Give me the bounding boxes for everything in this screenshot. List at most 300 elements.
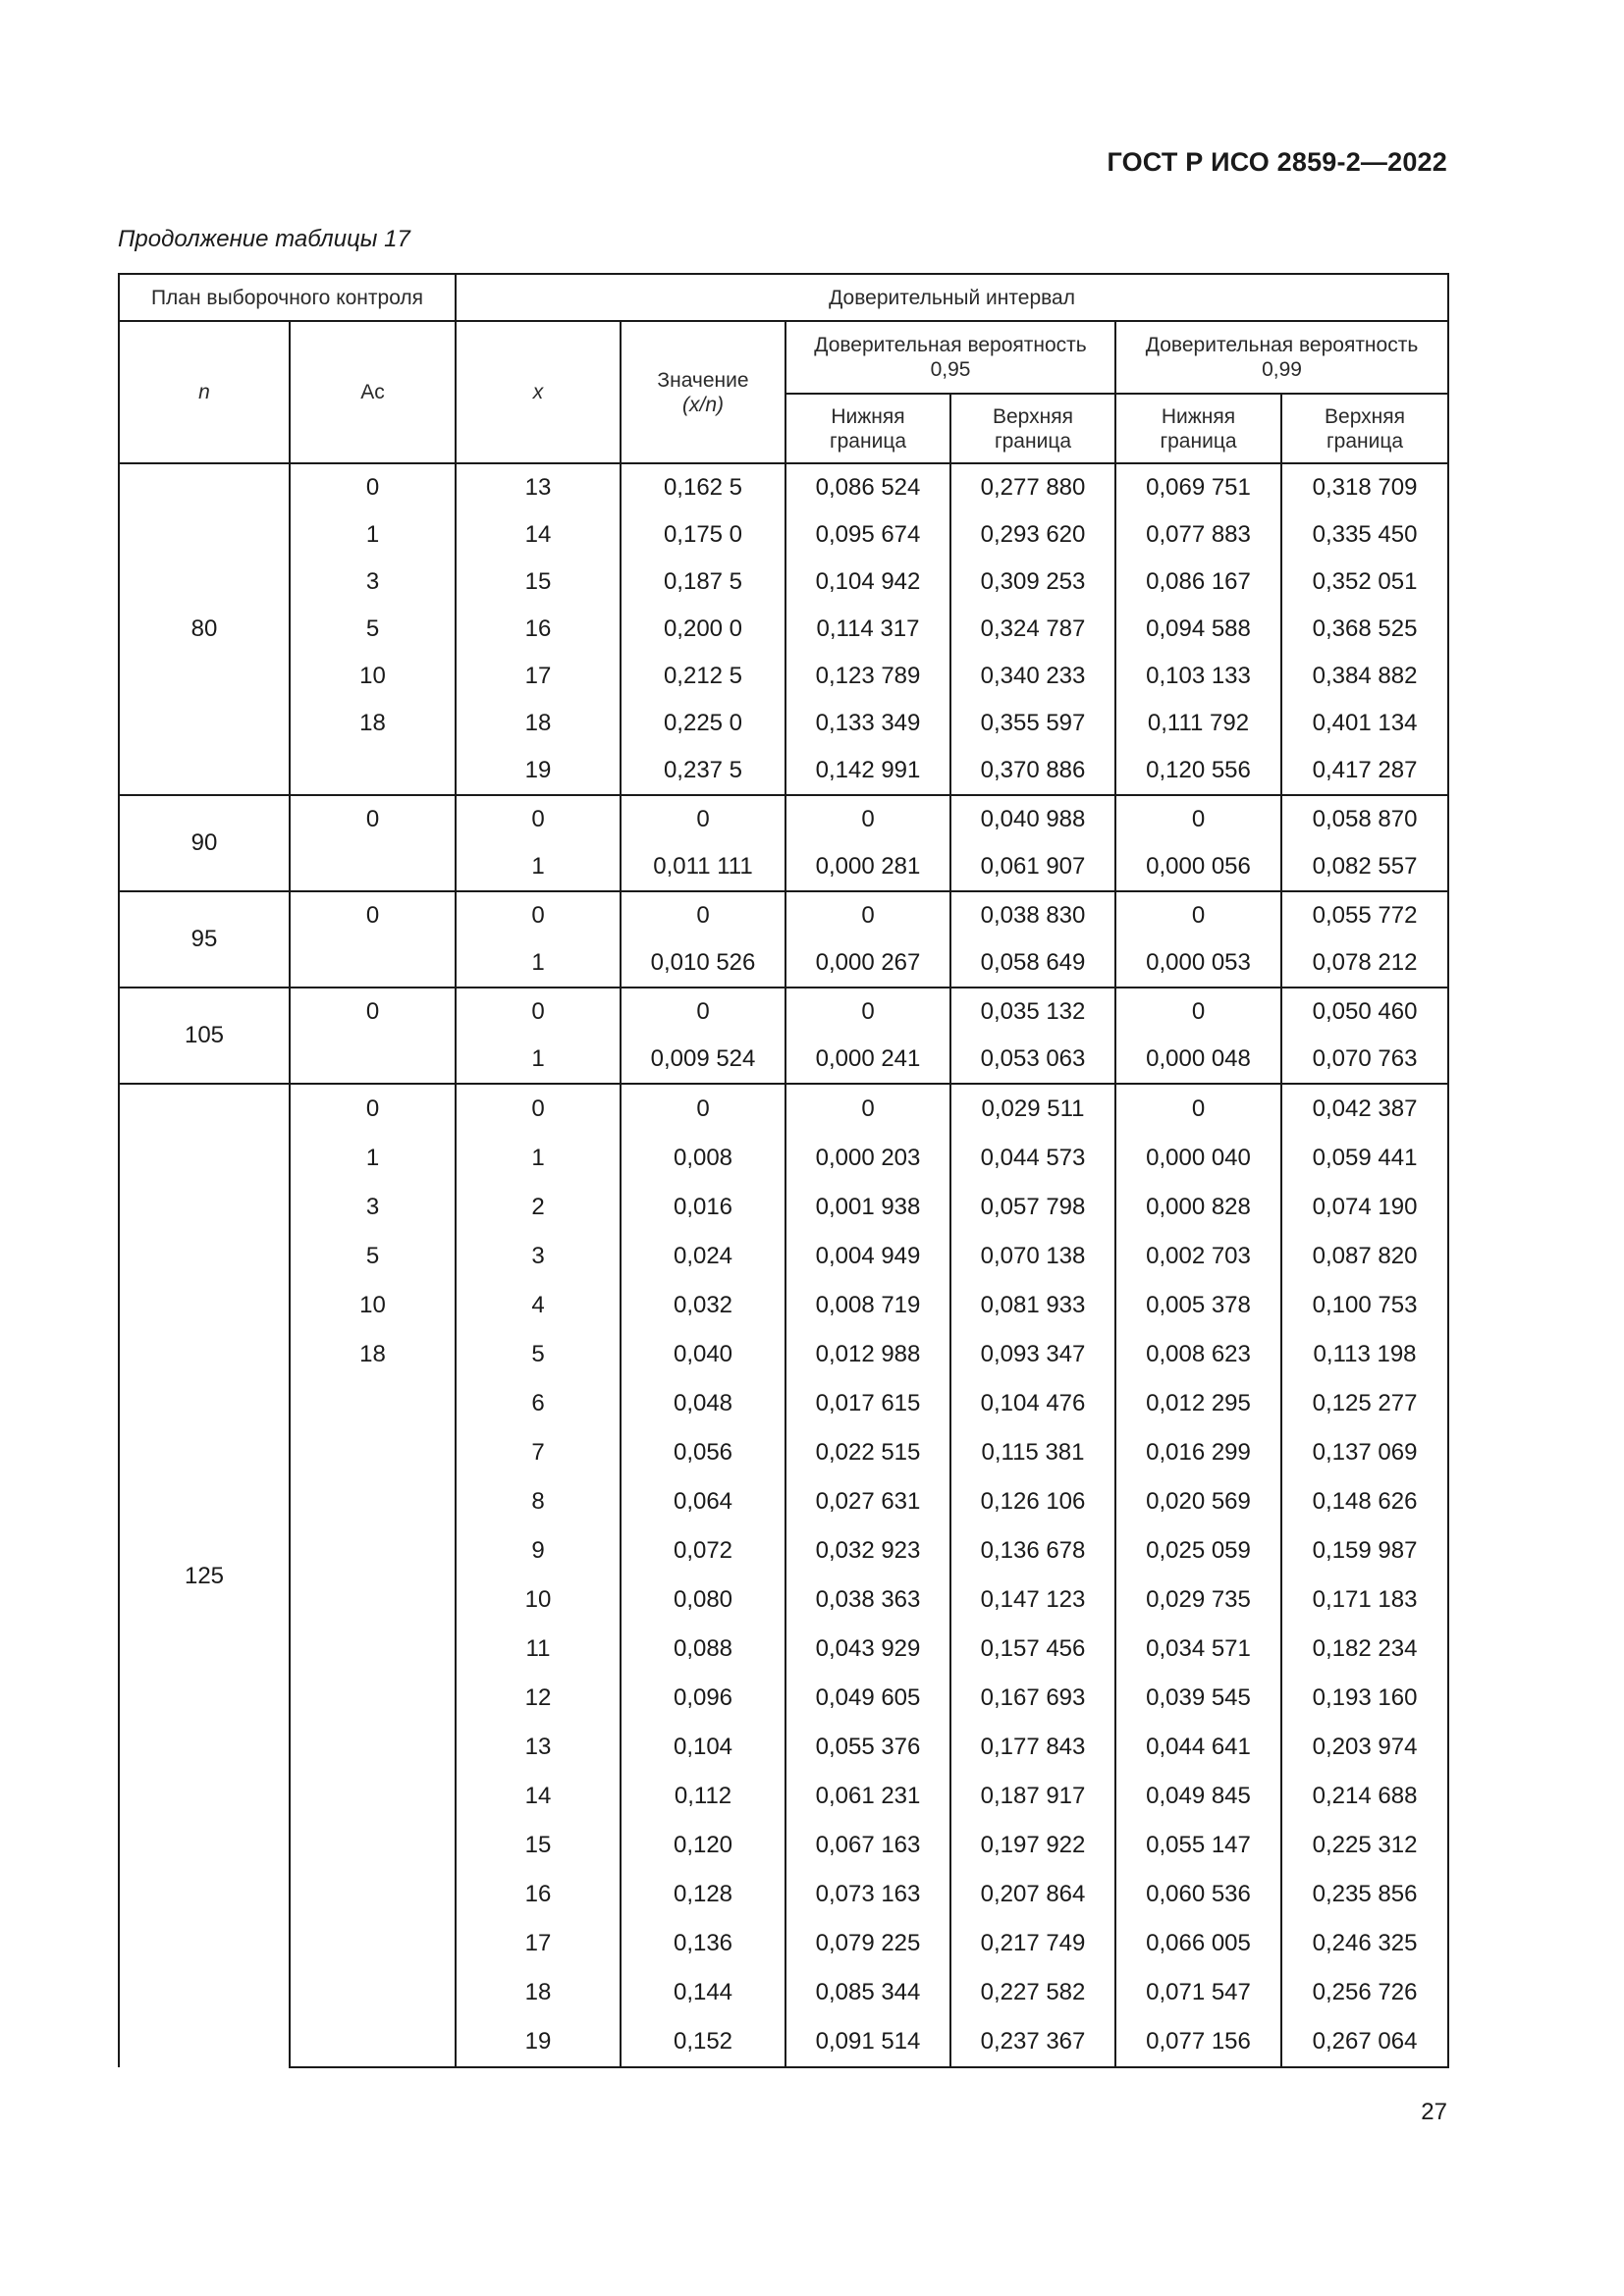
upper-095-cell: 0,324 787 bbox=[950, 606, 1115, 653]
upper-095-cell: 0,309 253 bbox=[950, 559, 1115, 606]
value-cell: 0,040 bbox=[621, 1330, 785, 1379]
lower-095-cell: 0,022 515 bbox=[785, 1428, 950, 1477]
lower-095-cell: 0,027 631 bbox=[785, 1477, 950, 1526]
lower-099-cell: 0,111 792 bbox=[1115, 700, 1281, 747]
upper-095-cell: 0,237 367 bbox=[950, 2017, 1115, 2067]
upper-099-cell: 0,087 820 bbox=[1281, 1232, 1448, 1281]
x-cell: 1 bbox=[456, 939, 621, 988]
lower-099-cell: 0,077 156 bbox=[1115, 2017, 1281, 2067]
upper-095-cell: 0,040 988 bbox=[950, 795, 1115, 843]
page-number: 27 bbox=[1421, 2099, 1447, 2125]
upper-095-cell: 0,044 573 bbox=[950, 1134, 1115, 1183]
x-cell: 15 bbox=[456, 1821, 621, 1870]
upper-099-cell: 0,058 870 bbox=[1281, 795, 1448, 843]
value-cell: 0,212 5 bbox=[621, 653, 785, 700]
value-cell: 0 bbox=[621, 795, 785, 843]
upper-099-cell: 0,100 753 bbox=[1281, 1281, 1448, 1330]
ac-cell: 5 bbox=[290, 606, 456, 653]
table-row bbox=[119, 843, 1448, 891]
lower-099-cell: 0,077 883 bbox=[1115, 511, 1281, 559]
value-cell: 0,008 bbox=[621, 1134, 785, 1183]
upper-099-cell: 0,401 134 bbox=[1281, 700, 1448, 747]
upper-095-cell: 0,277 880 bbox=[950, 463, 1115, 511]
header-value-line2: (x/n) bbox=[682, 393, 724, 416]
value-cell: 0,024 bbox=[621, 1232, 785, 1281]
upper-095-cell: 0,038 830 bbox=[950, 891, 1115, 939]
lower-099-cell: 0,044 641 bbox=[1115, 1723, 1281, 1772]
table-row bbox=[119, 988, 1448, 1036]
upper-095-cell: 0,115 381 bbox=[950, 1428, 1115, 1477]
lower-095-cell: 0,091 514 bbox=[785, 2017, 950, 2067]
lower-095-cell: 0,095 674 bbox=[785, 511, 950, 559]
table-row bbox=[119, 653, 1448, 700]
lower-099-cell: 0,094 588 bbox=[1115, 606, 1281, 653]
lower-099-cell: 0,120 556 bbox=[1115, 747, 1281, 795]
header-lower-099-line1: Нижняя bbox=[1161, 404, 1236, 428]
table-row bbox=[119, 1919, 1448, 1968]
lower-095-cell: 0,001 938 bbox=[785, 1183, 950, 1232]
lower-095-cell: 0,049 605 bbox=[785, 1674, 950, 1723]
table-group-n-90 bbox=[119, 795, 1448, 891]
table-group-n-125 bbox=[119, 1084, 1448, 2067]
table-row bbox=[119, 1870, 1448, 1919]
upper-095-cell: 0,370 886 bbox=[950, 747, 1115, 795]
lower-095-cell: 0,086 524 bbox=[785, 463, 950, 511]
lower-095-cell: 0,114 317 bbox=[785, 606, 950, 653]
lower-099-cell: 0,055 147 bbox=[1115, 1821, 1281, 1870]
lower-099-cell: 0,086 167 bbox=[1115, 559, 1281, 606]
header-upper-099-line2: граница bbox=[1326, 429, 1404, 453]
table-header bbox=[119, 274, 1448, 463]
upper-095-cell: 0,207 864 bbox=[950, 1870, 1115, 1919]
value-cell: 0,112 bbox=[621, 1772, 785, 1821]
ac-cell bbox=[290, 1526, 456, 1575]
value-cell: 0,152 bbox=[621, 2017, 785, 2067]
value-cell: 0 bbox=[621, 1084, 785, 1134]
upper-095-cell: 0,147 123 bbox=[950, 1575, 1115, 1625]
lower-099-cell: 0,002 703 bbox=[1115, 1232, 1281, 1281]
header-x-label: x bbox=[532, 381, 544, 403]
lower-095-cell: 0,123 789 bbox=[785, 653, 950, 700]
lower-095-cell: 0,017 615 bbox=[785, 1379, 950, 1428]
value-cell: 0,187 5 bbox=[621, 559, 785, 606]
lower-095-cell: 0,104 942 bbox=[785, 559, 950, 606]
lower-095-cell: 0,000 241 bbox=[785, 1036, 950, 1084]
lower-095-cell: 0,079 225 bbox=[785, 1919, 950, 1968]
lower-099-cell: 0,000 053 bbox=[1115, 939, 1281, 988]
ac-cell: 1 bbox=[290, 1134, 456, 1183]
header-x bbox=[456, 321, 621, 463]
ac-cell: 0 bbox=[290, 1084, 456, 1134]
ac-cell: 5 bbox=[290, 1232, 456, 1281]
upper-099-cell: 0,182 234 bbox=[1281, 1625, 1448, 1674]
x-cell: 11 bbox=[456, 1625, 621, 1674]
n-cell: 90 bbox=[119, 795, 290, 891]
ac-cell bbox=[290, 1919, 456, 1968]
upper-095-cell: 0,029 511 bbox=[950, 1084, 1115, 1134]
header-value bbox=[621, 321, 785, 463]
upper-099-cell: 0,368 525 bbox=[1281, 606, 1448, 653]
lower-095-cell: 0,133 349 bbox=[785, 700, 950, 747]
value-cell: 0 bbox=[621, 988, 785, 1036]
ac-cell bbox=[290, 1821, 456, 1870]
value-cell: 0,128 bbox=[621, 1870, 785, 1919]
x-cell: 14 bbox=[456, 1772, 621, 1821]
upper-099-cell: 0,074 190 bbox=[1281, 1183, 1448, 1232]
upper-099-cell: 0,335 450 bbox=[1281, 511, 1448, 559]
table-row bbox=[119, 463, 1448, 511]
header-sampling-plan: План выборочного контроля bbox=[119, 274, 456, 321]
upper-095-cell: 0,177 843 bbox=[950, 1723, 1115, 1772]
n-cell: 105 bbox=[119, 988, 290, 1084]
lower-099-cell: 0,049 845 bbox=[1115, 1772, 1281, 1821]
header-lower-095-line1: Нижняя bbox=[831, 404, 905, 428]
lower-099-cell: 0,005 378 bbox=[1115, 1281, 1281, 1330]
upper-095-cell: 0,061 907 bbox=[950, 843, 1115, 891]
table-row bbox=[119, 1723, 1448, 1772]
x-cell: 18 bbox=[456, 700, 621, 747]
table-row bbox=[119, 891, 1448, 939]
header-n bbox=[119, 321, 290, 463]
header-confidence-099 bbox=[1115, 321, 1448, 394]
upper-095-cell: 0,227 582 bbox=[950, 1968, 1115, 2017]
lower-095-cell: 0,067 163 bbox=[785, 1821, 950, 1870]
upper-095-cell: 0,035 132 bbox=[950, 988, 1115, 1036]
table-row bbox=[119, 1281, 1448, 1330]
x-cell: 10 bbox=[456, 1575, 621, 1625]
header-upper-099-line1: Верхняя bbox=[1325, 404, 1406, 428]
lower-099-cell: 0,000 048 bbox=[1115, 1036, 1281, 1084]
table-row bbox=[119, 1575, 1448, 1625]
header-lower-099 bbox=[1115, 394, 1281, 463]
value-cell: 0,009 524 bbox=[621, 1036, 785, 1084]
lower-095-cell: 0,038 363 bbox=[785, 1575, 950, 1625]
header-lower-095 bbox=[785, 394, 950, 463]
upper-095-cell: 0,081 933 bbox=[950, 1281, 1115, 1330]
upper-099-cell: 0,267 064 bbox=[1281, 2017, 1448, 2067]
upper-099-cell: 0,235 856 bbox=[1281, 1870, 1448, 1919]
ac-cell: 18 bbox=[290, 700, 456, 747]
upper-099-cell: 0,171 183 bbox=[1281, 1575, 1448, 1625]
upper-095-cell: 0,053 063 bbox=[950, 1036, 1115, 1084]
lower-095-cell: 0 bbox=[785, 1084, 950, 1134]
lower-099-cell: 0,000 040 bbox=[1115, 1134, 1281, 1183]
table-row bbox=[119, 1526, 1448, 1575]
value-cell: 0,010 526 bbox=[621, 939, 785, 988]
table-row bbox=[119, 1379, 1448, 1428]
value-cell: 0,144 bbox=[621, 1968, 785, 2017]
header-lower-099-line2: граница bbox=[1160, 429, 1237, 453]
table-caption: Продолжение таблицы 17 bbox=[118, 226, 410, 252]
value-cell: 0,080 bbox=[621, 1575, 785, 1625]
table-group-n-95 bbox=[119, 891, 1448, 988]
ac-cell bbox=[290, 1674, 456, 1723]
table-row bbox=[119, 939, 1448, 988]
lower-099-cell: 0 bbox=[1115, 988, 1281, 1036]
table-row bbox=[119, 606, 1448, 653]
upper-099-cell: 0,078 212 bbox=[1281, 939, 1448, 988]
table-row bbox=[119, 1477, 1448, 1526]
ac-cell bbox=[290, 843, 456, 891]
lower-099-cell: 0,066 005 bbox=[1115, 1919, 1281, 1968]
header-confidence-099-line1: Доверительная вероятность bbox=[1145, 334, 1419, 356]
value-cell: 0,016 bbox=[621, 1183, 785, 1232]
upper-099-cell: 0,082 557 bbox=[1281, 843, 1448, 891]
lower-099-cell: 0,000 056 bbox=[1115, 843, 1281, 891]
lower-099-cell: 0,103 133 bbox=[1115, 653, 1281, 700]
header-upper-095-line2: граница bbox=[994, 429, 1072, 453]
x-cell: 19 bbox=[456, 747, 621, 795]
document-header: ГОСТ Р ИСО 2859-2—2022 bbox=[1107, 147, 1447, 177]
ac-cell bbox=[290, 939, 456, 988]
ac-cell bbox=[290, 1968, 456, 2017]
upper-095-cell: 0,217 749 bbox=[950, 1919, 1115, 1968]
x-cell: 8 bbox=[456, 1477, 621, 1526]
lower-095-cell: 0,043 929 bbox=[785, 1625, 950, 1674]
table-group-n-80 bbox=[119, 463, 1448, 795]
table-row bbox=[119, 795, 1448, 843]
ac-cell: 0 bbox=[290, 795, 456, 843]
value-cell: 0,225 0 bbox=[621, 700, 785, 747]
header-lower-095-line2: граница bbox=[829, 429, 907, 453]
x-cell: 15 bbox=[456, 559, 621, 606]
value-cell: 0,104 bbox=[621, 1723, 785, 1772]
table-row bbox=[119, 1330, 1448, 1379]
header-confidence-095-line2: 0,95 bbox=[930, 358, 971, 381]
lower-095-cell: 0,085 344 bbox=[785, 1968, 950, 2017]
upper-095-cell: 0,136 678 bbox=[950, 1526, 1115, 1575]
lower-095-cell: 0,008 719 bbox=[785, 1281, 950, 1330]
ac-cell bbox=[290, 1575, 456, 1625]
ac-cell: 10 bbox=[290, 653, 456, 700]
ac-cell bbox=[290, 1772, 456, 1821]
ac-cell: 1 bbox=[290, 511, 456, 559]
lower-099-cell: 0,034 571 bbox=[1115, 1625, 1281, 1674]
upper-099-cell: 0,159 987 bbox=[1281, 1526, 1448, 1575]
x-cell: 0 bbox=[456, 1084, 621, 1134]
lower-099-cell: 0,025 059 bbox=[1115, 1526, 1281, 1575]
lower-099-cell: 0,060 536 bbox=[1115, 1870, 1281, 1919]
value-cell: 0,175 0 bbox=[621, 511, 785, 559]
ac-cell: 18 bbox=[290, 1330, 456, 1379]
upper-095-cell: 0,167 693 bbox=[950, 1674, 1115, 1723]
upper-099-cell: 0,137 069 bbox=[1281, 1428, 1448, 1477]
ac-cell: 10 bbox=[290, 1281, 456, 1330]
ac-cell bbox=[290, 747, 456, 795]
upper-095-cell: 0,093 347 bbox=[950, 1330, 1115, 1379]
header-value-line1: Значение bbox=[657, 368, 749, 392]
x-cell: 18 bbox=[456, 1968, 621, 2017]
upper-099-cell: 0,050 460 bbox=[1281, 988, 1448, 1036]
table-row bbox=[119, 1036, 1448, 1084]
header-ac: Ac bbox=[290, 321, 456, 463]
ac-cell bbox=[290, 2017, 456, 2067]
confidence-interval-table bbox=[118, 273, 1449, 2068]
value-cell: 0,072 bbox=[621, 1526, 785, 1575]
value-cell: 0,011 111 bbox=[621, 843, 785, 891]
x-cell: 16 bbox=[456, 606, 621, 653]
lower-095-cell: 0,061 231 bbox=[785, 1772, 950, 1821]
upper-099-cell: 0,384 882 bbox=[1281, 653, 1448, 700]
lower-099-cell: 0,071 547 bbox=[1115, 1968, 1281, 2017]
ac-cell: 3 bbox=[290, 559, 456, 606]
x-cell: 17 bbox=[456, 653, 621, 700]
x-cell: 1 bbox=[456, 1036, 621, 1084]
x-cell: 5 bbox=[456, 1330, 621, 1379]
table-row bbox=[119, 1968, 1448, 2017]
ac-cell bbox=[290, 1036, 456, 1084]
header-upper-095 bbox=[950, 394, 1115, 463]
lower-095-cell: 0,142 991 bbox=[785, 747, 950, 795]
lower-099-cell: 0 bbox=[1115, 891, 1281, 939]
lower-099-cell: 0,016 299 bbox=[1115, 1428, 1281, 1477]
upper-099-cell: 0,055 772 bbox=[1281, 891, 1448, 939]
ac-cell bbox=[290, 1428, 456, 1477]
upper-099-cell: 0,246 325 bbox=[1281, 1919, 1448, 1968]
lower-099-cell: 0 bbox=[1115, 1084, 1281, 1134]
value-cell: 0,120 bbox=[621, 1821, 785, 1870]
header-confidence-095-line1: Доверительная вероятность bbox=[814, 334, 1087, 356]
table-row bbox=[119, 1428, 1448, 1477]
x-cell: 0 bbox=[456, 795, 621, 843]
x-cell: 0 bbox=[456, 988, 621, 1036]
x-cell: 13 bbox=[456, 1723, 621, 1772]
upper-099-cell: 0,352 051 bbox=[1281, 559, 1448, 606]
upper-099-cell: 0,225 312 bbox=[1281, 1821, 1448, 1870]
header-upper-099 bbox=[1281, 394, 1448, 463]
value-cell: 0,056 bbox=[621, 1428, 785, 1477]
x-cell: 7 bbox=[456, 1428, 621, 1477]
lower-099-cell: 0,012 295 bbox=[1115, 1379, 1281, 1428]
x-cell: 14 bbox=[456, 511, 621, 559]
upper-099-cell: 0,193 160 bbox=[1281, 1674, 1448, 1723]
table-row bbox=[119, 1772, 1448, 1821]
value-cell: 0,237 5 bbox=[621, 747, 785, 795]
lower-095-cell: 0 bbox=[785, 795, 950, 843]
lower-095-cell: 0 bbox=[785, 891, 950, 939]
lower-099-cell: 0,000 828 bbox=[1115, 1183, 1281, 1232]
upper-095-cell: 0,057 798 bbox=[950, 1183, 1115, 1232]
x-cell: 16 bbox=[456, 1870, 621, 1919]
table-row bbox=[119, 511, 1448, 559]
x-cell: 13 bbox=[456, 463, 621, 511]
upper-095-cell: 0,157 456 bbox=[950, 1625, 1115, 1674]
header-upper-095-line1: Верхняя bbox=[993, 404, 1073, 428]
x-cell: 2 bbox=[456, 1183, 621, 1232]
table-row bbox=[119, 747, 1448, 795]
lower-095-cell: 0,012 988 bbox=[785, 1330, 950, 1379]
upper-099-cell: 0,203 974 bbox=[1281, 1723, 1448, 1772]
x-cell: 9 bbox=[456, 1526, 621, 1575]
lower-095-cell: 0,000 267 bbox=[785, 939, 950, 988]
lower-095-cell: 0,004 949 bbox=[785, 1232, 950, 1281]
table-row bbox=[119, 1232, 1448, 1281]
upper-095-cell: 0,126 106 bbox=[950, 1477, 1115, 1526]
header-confidence-interval: Доверительный интервал bbox=[456, 274, 1448, 321]
lower-095-cell: 0,073 163 bbox=[785, 1870, 950, 1919]
ac-cell: 0 bbox=[290, 891, 456, 939]
header-confidence-095 bbox=[785, 321, 1115, 394]
lower-099-cell: 0,020 569 bbox=[1115, 1477, 1281, 1526]
value-cell: 0,064 bbox=[621, 1477, 785, 1526]
table-row bbox=[119, 1625, 1448, 1674]
upper-095-cell: 0,187 917 bbox=[950, 1772, 1115, 1821]
value-cell: 0,162 5 bbox=[621, 463, 785, 511]
lower-099-cell: 0,008 623 bbox=[1115, 1330, 1281, 1379]
table-row bbox=[119, 1821, 1448, 1870]
ac-cell bbox=[290, 1625, 456, 1674]
upper-099-cell: 0,042 387 bbox=[1281, 1084, 1448, 1134]
upper-095-cell: 0,340 233 bbox=[950, 653, 1115, 700]
value-cell: 0,096 bbox=[621, 1674, 785, 1723]
ac-cell bbox=[290, 1379, 456, 1428]
value-cell: 0,088 bbox=[621, 1625, 785, 1674]
lower-095-cell: 0,032 923 bbox=[785, 1526, 950, 1575]
x-cell: 0 bbox=[456, 891, 621, 939]
upper-099-cell: 0,059 441 bbox=[1281, 1134, 1448, 1183]
lower-095-cell: 0,000 281 bbox=[785, 843, 950, 891]
table-row bbox=[119, 700, 1448, 747]
value-cell: 0,048 bbox=[621, 1379, 785, 1428]
upper-099-cell: 0,070 763 bbox=[1281, 1036, 1448, 1084]
x-cell: 6 bbox=[456, 1379, 621, 1428]
table-row bbox=[119, 1134, 1448, 1183]
upper-099-cell: 0,113 198 bbox=[1281, 1330, 1448, 1379]
n-cell: 125 bbox=[119, 1084, 290, 2067]
ac-cell bbox=[290, 1870, 456, 1919]
x-cell: 12 bbox=[456, 1674, 621, 1723]
lower-099-cell: 0,069 751 bbox=[1115, 463, 1281, 511]
upper-099-cell: 0,148 626 bbox=[1281, 1477, 1448, 1526]
value-cell: 0,200 0 bbox=[621, 606, 785, 653]
ac-cell: 0 bbox=[290, 988, 456, 1036]
x-cell: 19 bbox=[456, 2017, 621, 2067]
value-cell: 0,136 bbox=[621, 1919, 785, 1968]
value-cell: 0,032 bbox=[621, 1281, 785, 1330]
upper-099-cell: 0,256 726 bbox=[1281, 1968, 1448, 2017]
table-row bbox=[119, 559, 1448, 606]
upper-099-cell: 0,214 688 bbox=[1281, 1772, 1448, 1821]
lower-099-cell: 0 bbox=[1115, 795, 1281, 843]
ac-cell: 3 bbox=[290, 1183, 456, 1232]
table-row bbox=[119, 2017, 1448, 2067]
value-cell: 0 bbox=[621, 891, 785, 939]
table-row bbox=[119, 1084, 1448, 1134]
lower-095-cell: 0,055 376 bbox=[785, 1723, 950, 1772]
header-n-label: n bbox=[198, 381, 210, 403]
n-cell: 80 bbox=[119, 463, 290, 795]
lower-099-cell: 0,039 545 bbox=[1115, 1674, 1281, 1723]
upper-099-cell: 0,125 277 bbox=[1281, 1379, 1448, 1428]
n-cell: 95 bbox=[119, 891, 290, 988]
upper-095-cell: 0,197 922 bbox=[950, 1821, 1115, 1870]
table-group-n-105 bbox=[119, 988, 1448, 1084]
upper-099-cell: 0,417 287 bbox=[1281, 747, 1448, 795]
upper-095-cell: 0,058 649 bbox=[950, 939, 1115, 988]
upper-095-cell: 0,355 597 bbox=[950, 700, 1115, 747]
lower-095-cell: 0,000 203 bbox=[785, 1134, 950, 1183]
x-cell: 1 bbox=[456, 843, 621, 891]
ac-cell bbox=[290, 1477, 456, 1526]
table-row bbox=[119, 1183, 1448, 1232]
table-row bbox=[119, 1674, 1448, 1723]
x-cell: 17 bbox=[456, 1919, 621, 1968]
lower-095-cell: 0 bbox=[785, 988, 950, 1036]
upper-095-cell: 0,104 476 bbox=[950, 1379, 1115, 1428]
x-cell: 3 bbox=[456, 1232, 621, 1281]
upper-099-cell: 0,318 709 bbox=[1281, 463, 1448, 511]
header-confidence-099-line2: 0,99 bbox=[1262, 358, 1302, 381]
